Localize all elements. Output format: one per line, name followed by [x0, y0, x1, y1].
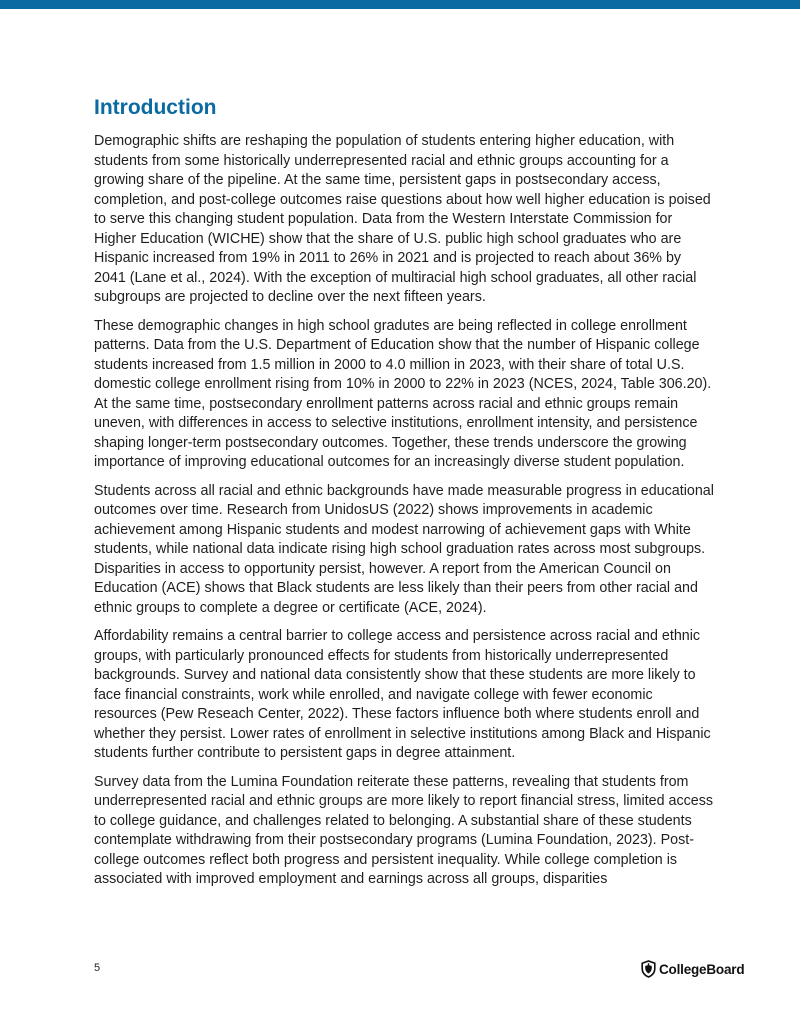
section-heading: Introduction: [94, 96, 217, 119]
logo-text: CollegeBoard: [659, 961, 745, 977]
paragraph-3: Students across all racial and ethnic backgrounds have made measurable progress in educational outcomes over time. Research from UnidosUS (2022) shows improvements in academic achievement among Hispanic students and modest narrowing of achievement gaps with White students, while national data indicate rising high school graduation rates across most subgroups. Disparities in access to opportunity persist, however. A report from the American Council on Education (ACE) shows that Black students are less likely than their peers from other racial and ethnic groups to complete a degree or certificate (ACE, 2024).: [94, 482, 714, 616]
acorn-shield-icon: [641, 960, 656, 978]
paragraph-1: Demographic shifts are reshaping the population of students entering higher education, with students from some historically underrepresented racial and ethnic groups accounting for a growing share of the pipeline. At the same time, persistent gaps in postsecondary access, completion, and post-college outcomes raise questions about how well higher education is poised to serve this changing student population. Data from the Western Interstate Commission for Higher Education (WICHE) show that the share of U.S. public high school graduates who are Hispanic increased from 19% in 2011 to 26% in 2021 and is projected to reach about 36% by 2041 (Lane et al., 2024). With the exception of multiracial high school graduates, all other racial subgroups are projected to decline over the next fifteen years.: [94, 133, 711, 305]
page-number: 5: [94, 962, 101, 974]
paragraph-4: Affordability remains a central barrier to college access and persistence across racial and ethnic groups, with particularly pronounced effects for students from historically underrepresented backgrounds. Survey and national data consistently show that these students are more likely to face financial constraints, work while enrolled, and navigate college with fewer economic resources (Pew Reseach Center, 2022). These factors influence both where students enroll and whether they persist. Lower rates of enrollment in selective institutions among Black and Hispanic students further contribute to persistent gaps in degree attainment.: [94, 628, 711, 761]
top-accent-bar: [0, 0, 800, 9]
paragraph-5: Survey data from the Lumina Foundation reiterate these patterns, revealing that students from underrepresented racial and ethnic groups are more likely to report financial stress, limited access to college guidance, and challenges related to belonging. A substantial share of these students contemplate withdrawing from their postsecondary programs (Lumina Foundation, 2023). Post-college outcomes reflect both progress and persistent inequality. While college completion is associated with improved employment and earnings across all groups, disparities: [94, 773, 714, 887]
paragraph-2: These demographic changes in high school gradutes are being reflected in college enrollment patterns. Data from the U.S. Department of Education show that the number of Hispanic college students increased from 1.5 million in 2000 to 4.0 million in 2023, with their share of total U.S. domestic college enrollment rising from 10% in 2000 to 22% in 2023 (NCES, 2024, Table 306.20). At the same time, postsecondary enrollment patterns across racial and ethnic groups remain uneven, with differences in access to selective institutions, enrollment intensity, and persistence shaping longer-term postsecondary outcomes. Together, these trends underscore the growing importance of improving educational outcomes for an increasingly diverse student population.: [94, 317, 712, 470]
college-board-logo: [641, 960, 744, 978]
main-content: [94, 95, 714, 899]
